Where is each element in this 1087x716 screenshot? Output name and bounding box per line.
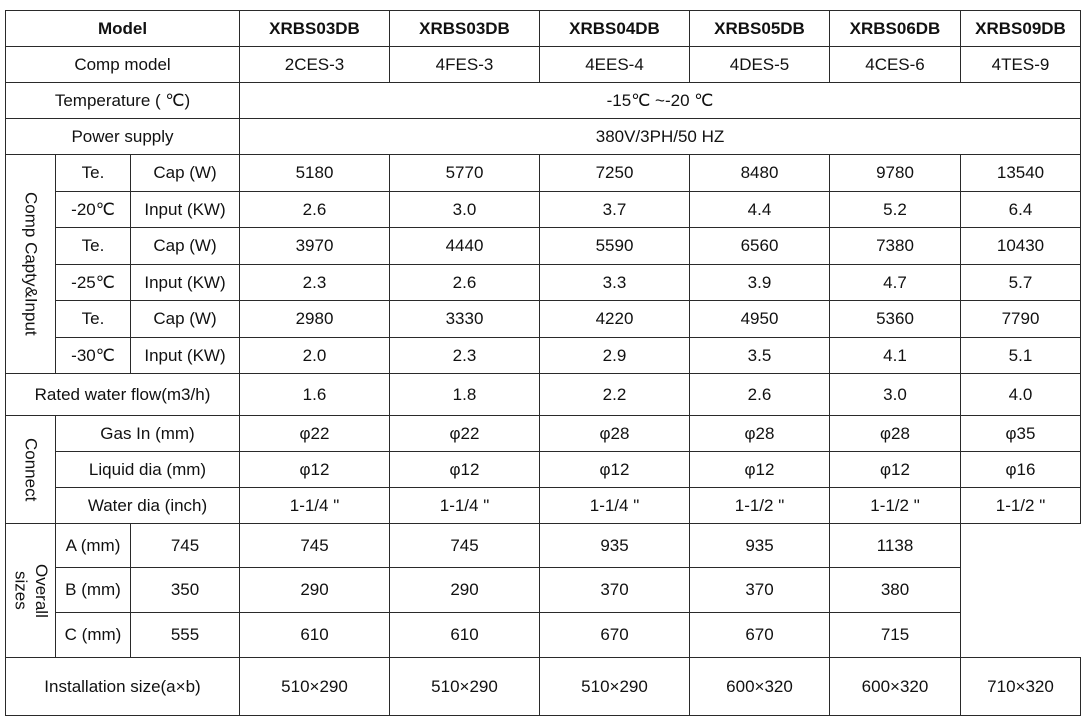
input-value: 2.6 [240,192,390,228]
overall-c-value: 670 [540,613,690,658]
cap-value: 9780 [830,155,961,192]
input-value: 2.6 [390,265,540,301]
comp-model-cell: 4FES-3 [390,47,540,83]
input-value: 3.5 [690,338,830,374]
input-value: 3.0 [390,192,540,228]
table-row [6,488,1081,524]
installation-value: 600×320 [830,658,961,716]
table-row [6,265,1081,301]
input-value: 4.4 [690,192,830,228]
model-name-header: XRBS06DB [830,11,961,47]
cap-value: 7790 [961,301,1081,338]
connect-gas-value: φ28 [540,416,690,452]
overall-b-value: 380 [830,568,961,613]
cap-value: 4950 [690,301,830,338]
power-supply-label: Power supply [6,119,240,155]
input-value: 2.9 [540,338,690,374]
overall-sizes-label-text: Overall sizes [11,563,51,618]
te-label: Te. [56,155,131,192]
overall-b-value: 290 [390,568,540,613]
input-value: 5.1 [961,338,1081,374]
connect-liquid-value: φ12 [830,452,961,488]
input-value: 2.3 [390,338,540,374]
temperature-label: Temperature ( ℃) [6,83,240,119]
cap-value: 8480 [690,155,830,192]
input-value: 5.7 [961,265,1081,301]
table-row [6,47,1081,83]
table-row [6,452,1081,488]
overall-b-value: 290 [240,568,390,613]
input-value: 2.3 [240,265,390,301]
input-value: 4.7 [830,265,961,301]
connect-liquid-value: φ12 [390,452,540,488]
overall-c-value: 610 [390,613,540,658]
water-flow-value: 4.0 [961,374,1081,416]
model-header-label: Model [6,11,240,47]
table-row [6,301,1081,338]
input-label: Input (KW) [131,265,240,301]
connect-water-value: 1-1/2 " [690,488,830,524]
power-supply-value: 380V/3PH/50 HZ [240,119,1081,155]
connect-liquid-value: φ12 [240,452,390,488]
table-row [6,568,1081,613]
comp-model-cell: 4CES-6 [830,47,961,83]
table-row [6,416,1081,452]
water-flow-value: 1.8 [390,374,540,416]
water-flow-value: 2.6 [690,374,830,416]
connect-liquid-value: φ16 [961,452,1081,488]
te-label: Te. [56,228,131,265]
connect-liquid-value: φ12 [690,452,830,488]
overall-a-label: A (mm) [56,524,131,568]
te-temp: -30℃ [56,338,131,374]
cap-value: 7380 [830,228,961,265]
te-label: Te. [56,301,131,338]
connect-gas-value: φ28 [690,416,830,452]
connect-water-value: 1-1/4 " [240,488,390,524]
overall-a-value: 745 [240,524,390,568]
connect-liquid-label: Liquid dia (mm) [56,452,240,488]
spec-table-body [6,11,1081,716]
table-row [6,119,1081,155]
input-value: 3.3 [540,265,690,301]
spec-table [5,10,1081,716]
overall-sizes-label [6,524,56,658]
table-row [6,11,1081,47]
installation-value: 510×290 [240,658,390,716]
connect-gas-value: φ35 [961,416,1081,452]
cap-value: 5590 [540,228,690,265]
table-row [6,228,1081,265]
water-flow-value: 2.2 [540,374,690,416]
installation-value: 510×290 [390,658,540,716]
connect-water-value: 1-1/4 " [540,488,690,524]
overall-b-value: 370 [690,568,830,613]
connect-gas-value: φ22 [390,416,540,452]
table-row [6,658,1081,716]
table-row [6,83,1081,119]
cap-value: 4440 [390,228,540,265]
overall-a-value: 745 [131,524,240,568]
overall-b-label: B (mm) [56,568,131,613]
water-flow-label: Rated water flow(m3/h) [6,374,240,416]
cap-value: 6560 [690,228,830,265]
installation-value: 710×320 [961,658,1081,716]
overall-a-value: 935 [690,524,830,568]
table-row [6,192,1081,228]
model-name-header: XRBS09DB [961,11,1081,47]
table-row [6,524,1081,568]
cap-value: 13540 [961,155,1081,192]
input-value: 4.1 [830,338,961,374]
installation-label: Installation size(a×b) [6,658,240,716]
comp-model-cell: 4EES-4 [540,47,690,83]
input-value: 5.2 [830,192,961,228]
connect-water-value: 1-1/2 " [961,488,1081,524]
table-row [6,613,1081,658]
water-flow-value: 1.6 [240,374,390,416]
overall-c-label: C (mm) [56,613,131,658]
model-name-header: XRBS04DB [540,11,690,47]
connect-gas-value: φ22 [240,416,390,452]
water-flow-value: 3.0 [830,374,961,416]
overall-b-value: 370 [540,568,690,613]
overall-c-value: 715 [830,613,961,658]
cap-value: 5770 [390,155,540,192]
connect-gas-value: φ28 [830,416,961,452]
comp-model-cell: 2CES-3 [240,47,390,83]
cap-label: Cap (W) [131,228,240,265]
connect-water-value: 1-1/4 " [390,488,540,524]
connect-water-value: 1-1/2 " [830,488,961,524]
installation-value: 510×290 [540,658,690,716]
input-label: Input (KW) [131,192,240,228]
cap-label: Cap (W) [131,155,240,192]
overall-a-value: 745 [390,524,540,568]
input-value: 6.4 [961,192,1081,228]
overall-a-value: 1138 [830,524,961,568]
input-value: 3.9 [690,265,830,301]
cap-value: 3330 [390,301,540,338]
cap-value: 3970 [240,228,390,265]
input-label: Input (KW) [131,338,240,374]
table-row [6,155,1081,192]
temperature-value: -15℃ ~-20 ℃ [240,83,1081,119]
cap-value: 5180 [240,155,390,192]
table-row [6,374,1081,416]
comp-model-label: Comp model [6,47,240,83]
comp-capty-input-label-text: Comp Capty&Input [21,192,41,336]
cap-value: 4220 [540,301,690,338]
cap-value: 10430 [961,228,1081,265]
overall-c-value: 555 [131,613,240,658]
model-name-header: XRBS03DB [240,11,390,47]
connect-label-text: Connect [21,437,41,502]
overall-c-value: 610 [240,613,390,658]
comp-model-cell: 4DES-5 [690,47,830,83]
input-value: 3.7 [540,192,690,228]
overall-b-value: 350 [131,568,240,613]
model-name-header: XRBS03DB [390,11,540,47]
cap-value: 2980 [240,301,390,338]
te-temp: -25℃ [56,265,131,301]
comp-model-cell: 4TES-9 [961,47,1081,83]
connect-water-label: Water dia (inch) [56,488,240,524]
connect-liquid-value: φ12 [540,452,690,488]
table-row [6,338,1081,374]
cap-value: 7250 [540,155,690,192]
model-name-header: XRBS05DB [690,11,830,47]
cap-value: 5360 [830,301,961,338]
overall-c-value: 670 [690,613,830,658]
installation-value: 600×320 [690,658,830,716]
connect-label [6,416,56,524]
input-value: 2.0 [240,338,390,374]
comp-capty-input-label [6,155,56,374]
connect-gas-label: Gas In (mm) [56,416,240,452]
cap-label: Cap (W) [131,301,240,338]
overall-a-value: 935 [540,524,690,568]
te-temp: -20℃ [56,192,131,228]
